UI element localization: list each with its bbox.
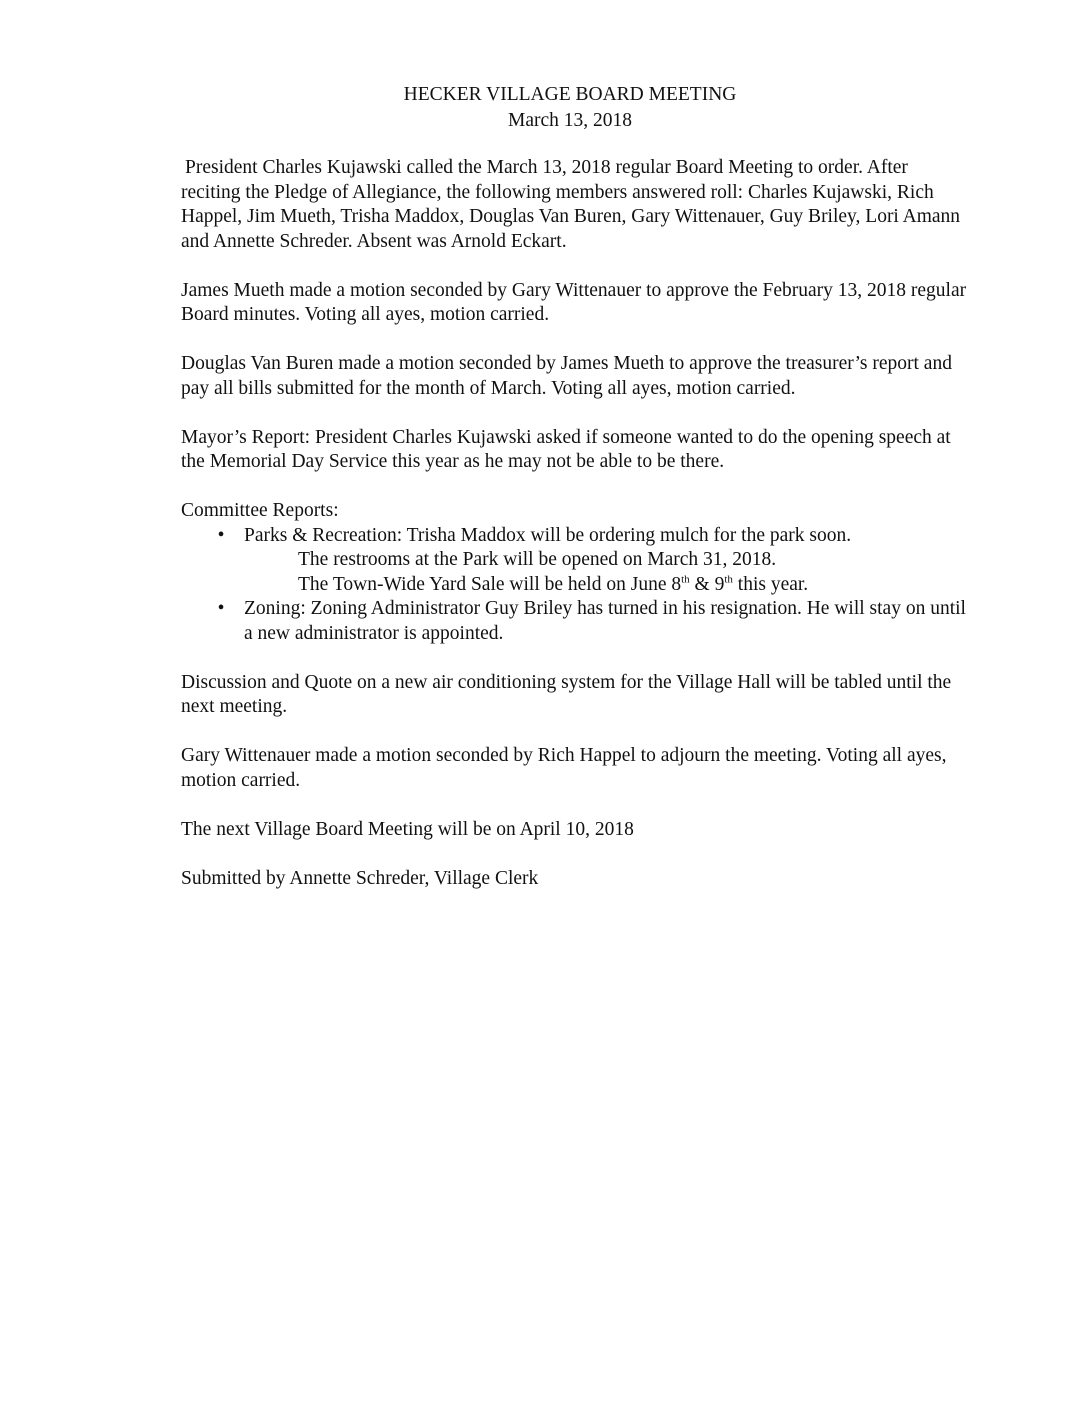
list-item-parks — [181, 524, 971, 598]
minutes-motion-paragraph: James Mueth made a motion seconded by Gary Wittenauer to approve the February 13, 2018 regular Board minutes. Voting all ayes, motion carried. — [181, 279, 967, 325]
meeting-date: March 13, 2018 — [507, 110, 633, 131]
air-conditioning-paragraph: Discussion and Quote on a new air conditioning system for the Village Hall will be tabled until the next meeting. — [181, 671, 952, 717]
parks-line-3-part-a: The Town-Wide Yard Sale will be held on June 8 — [298, 573, 682, 595]
call-to-order-paragraph: President Charles Kujawski called the March 13, 2018 regular Board Meeting to order. After reciting the Pledge of Allegiance, the following members answered roll: Charles Kujawski, Rich Happel, Jim Mueth, Trisha Maddox, Douglas Van Buren, Gary Wittenauer, Guy Briley, Lori Amann and Annette Schreder. Absent was Arnold Eckart. — [181, 157, 961, 252]
adjourn-motion-paragraph: Gary Wittenauer made a motion seconded by Rich Happel to adjourn the meeting. Voting all ayes, motion carried. — [181, 745, 947, 791]
mayor-report-paragraph: Mayor’s Report: President Charles Kujawski asked if someone wanted to do the opening speech at the Memorial Day Service this year as he may not be able to be there. — [181, 426, 951, 472]
parks-line-3 — [244, 573, 971, 598]
parks-line-1: Parks & Recreation: Trisha Maddox will be ordering mulch for the park soon. — [244, 524, 852, 546]
treasurer-motion-paragraph: Douglas Van Buren made a motion seconded by James Mueth to approve the treasurer’s report and pay all bills submitted for the month of March. Voting all ayes, motion carried. — [181, 353, 952, 399]
bullet-icon: • — [217, 598, 225, 619]
minutes-body — [181, 156, 971, 916]
committee-reports-list — [181, 524, 971, 647]
parks-line-2: The restrooms at the Park will be opened on March 31, 2018. — [298, 549, 777, 570]
submitted-by-paragraph: Submitted by Annette Schreder, Village Clerk — [181, 867, 539, 889]
document-title: HECKER VILLAGE BOARD MEETING — [403, 84, 737, 105]
next-meeting-paragraph: The next Village Board Meeting will be on April 10, 2018 — [181, 818, 634, 840]
parks-line-3-part-c: this year. — [732, 573, 809, 595]
parks-line-3-part-b: & 9 — [689, 573, 725, 595]
title-block — [0, 82, 1088, 134]
committee-reports-heading: Committee Reports: — [181, 500, 339, 521]
ordinal-suffix: th — [724, 573, 733, 585]
list-item-zoning — [181, 597, 971, 646]
bullet-icon: • — [217, 524, 225, 546]
zoning-text: Zoning: Zoning Administrator Guy Briley has turned in his resignation. He will stay on until a new administrator is appointed. — [244, 598, 966, 644]
ordinal-suffix: th — [681, 573, 690, 585]
